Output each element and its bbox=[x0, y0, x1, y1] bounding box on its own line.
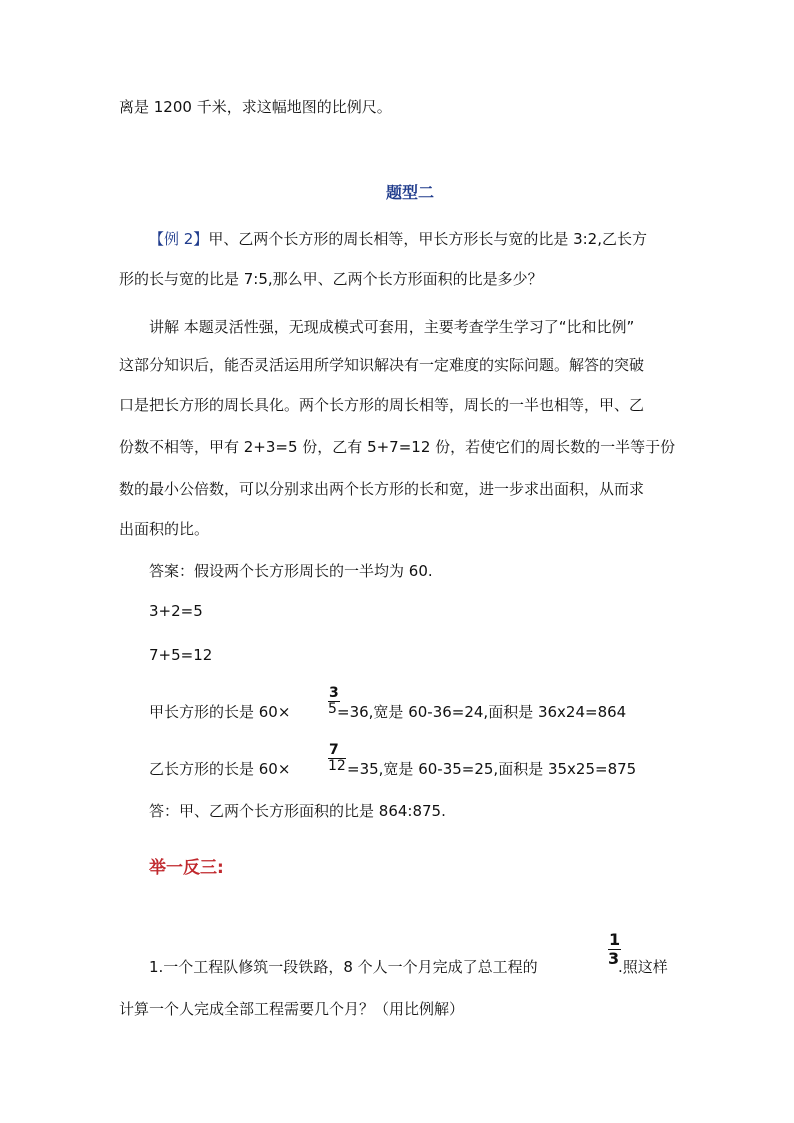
example-line-1 bbox=[149, 229, 647, 249]
answer-conclusion: 答：甲、乙两个长方形面积的比是 864:875. bbox=[149, 802, 446, 820]
explanation-line-2: 这部分知识后，能否灵活运用所学知识解决有一定难度的实际问题。解答的突破 bbox=[119, 356, 645, 374]
explanation-line-3: 口是把长方形的周长具化。两个长方形的周长相等，周长的一半也相等，甲、乙 bbox=[119, 396, 645, 414]
explanation-line-6: 出面积的比。 bbox=[119, 520, 210, 538]
jia-fraction-denominator: 5 bbox=[328, 701, 337, 717]
practice-q1-fraction-denominator: 3 bbox=[608, 949, 620, 968]
practice-q1-fraction-numerator: 1 bbox=[609, 930, 621, 949]
practice-q1-part1: 1.一个工程队修筑一段铁路，8 个人一个月完成了总工程的 bbox=[149, 958, 538, 976]
explanation-line-4: 份数不相等，甲有 2+3=5 份，乙有 5+7=12 份，若使它们的周长数的一半等于份 bbox=[119, 438, 676, 456]
practice-q1-line2: 计算一个人完成全部工程需要几个月？（用比例解） bbox=[119, 1000, 465, 1018]
continuation-text: 离是 1200 千米，求这幅地图的比例尺。 bbox=[119, 98, 392, 116]
section-title: 题型二 bbox=[386, 183, 435, 202]
jia-prefix: 甲长方形的长是 60× bbox=[149, 703, 291, 721]
answer-calc-1: 3+2=5 bbox=[149, 602, 203, 620]
practice-title: 举一反三: bbox=[149, 858, 224, 878]
jia-rest: =36,宽是 60-36=24,面积是 36x24=864 bbox=[337, 703, 627, 721]
answer-intro: 答案：假设两个长方形周长的一半均为 60. bbox=[149, 562, 433, 580]
yi-fraction bbox=[328, 743, 346, 774]
yi-rest: =35,宽是 60-35=25,面积是 35x25=875 bbox=[347, 760, 637, 778]
yi-fraction-denominator: 12 bbox=[328, 758, 346, 774]
example-tag: 【例 2】 bbox=[149, 230, 209, 248]
example-line-2: 形的长与宽的比是 7:5,那么甲、乙两个长方形面积的比是多少？ bbox=[119, 270, 543, 288]
example-text-1: 甲、乙两个长方形的周长相等，甲长方形长与宽的比是 3:2,乙长方 bbox=[208, 230, 647, 248]
yi-prefix: 乙长方形的长是 60× bbox=[149, 760, 291, 778]
yi-fraction-numerator: 7 bbox=[329, 742, 339, 758]
explanation-line-1: 讲解 本题灵活性强，无现成模式可套用，主要考查学生学习了“比和比例” bbox=[149, 318, 635, 336]
jia-fraction-numerator: 3 bbox=[329, 685, 339, 701]
explanation-line-5: 数的最小公倍数，可以分别求出两个长方形的长和宽，进一步求出面积，从而求 bbox=[119, 480, 645, 498]
practice-q1-part2: .照这样 bbox=[618, 958, 668, 976]
answer-calc-2: 7+5=12 bbox=[149, 646, 213, 664]
